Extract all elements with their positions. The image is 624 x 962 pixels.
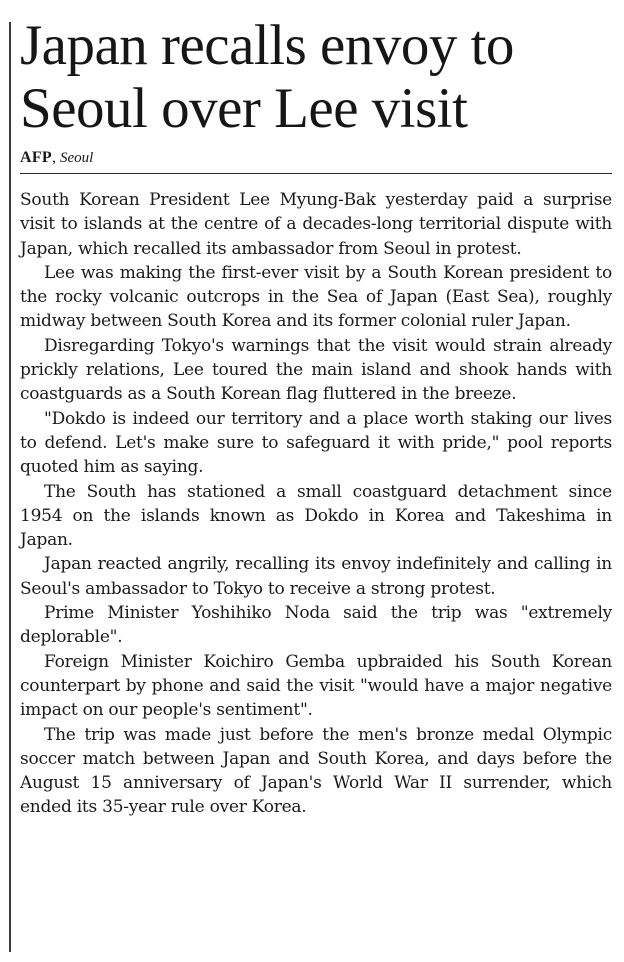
byline-divider [20, 173, 612, 174]
column-rule [9, 22, 11, 952]
article-paragraph-2: Lee was making the first-ever visit by a South Korean president to the rocky volcanic outcrops in the Sea of Japan (East Sea), roughly midway between South Korea and its former colonial ruler Japan. [20, 262, 612, 332]
article-paragraph-5: The South has stationed a small coastguard detachment since 1954 on the islands known as Dokdo in Korea and Takeshima in Japan. [20, 481, 612, 551]
article-body [20, 188, 612, 820]
article-paragraph-8: Foreign Minister Koichiro Gemba upbraided his South Korean counterpart by phone and said the visit "would have a major negative impact on our people's sentiment". [20, 651, 612, 721]
article-paragraph-9: The trip was made just before the men's bronze medal Olympic soccer match between Japan and South Korea, and days before the August 15 anniversary of Japan's World War II surrender, which ended its 35-year rule over Korea. [20, 724, 612, 818]
article-paragraph-7: Prime Minister Yoshihiko Noda said the trip was "extremely deplorable". [20, 603, 612, 648]
byline-agency: AFP [20, 149, 53, 166]
news-article [20, 14, 612, 820]
byline [20, 148, 612, 168]
byline-location: Seoul [60, 150, 94, 166]
headline [20, 14, 612, 140]
article-paragraph-6: Japan reacted angrily, recalling its envoy indefinitely and calling in Seoul's ambassador to Tokyo to receive a strong protest. [20, 554, 612, 599]
headline-line-2: Seoul over Lee visit [20, 77, 468, 140]
byline-separator: , [52, 149, 61, 166]
headline-line-1: Japan recalls envoy to [20, 14, 514, 77]
article-paragraph-1: South Korean President Lee Myung-Bak yesterday paid a surprise visit to islands at the centre of a decades-long territorial dispute with Japan, which recalled its ambassador from Seoul in protest. [20, 190, 612, 259]
article-paragraph-4: "Dokdo is indeed our territory and a place worth staking our lives to defend. Let's make sure to safeguard it with pride," pool reports quoted him as saying. [20, 408, 612, 478]
article-paragraph-3: Disregarding Tokyo's warnings that the visit would strain already prickly relations, Lee toured the main island and shook hands with coastguards as a South Korean flag fluttered in the breeze. [20, 335, 612, 405]
